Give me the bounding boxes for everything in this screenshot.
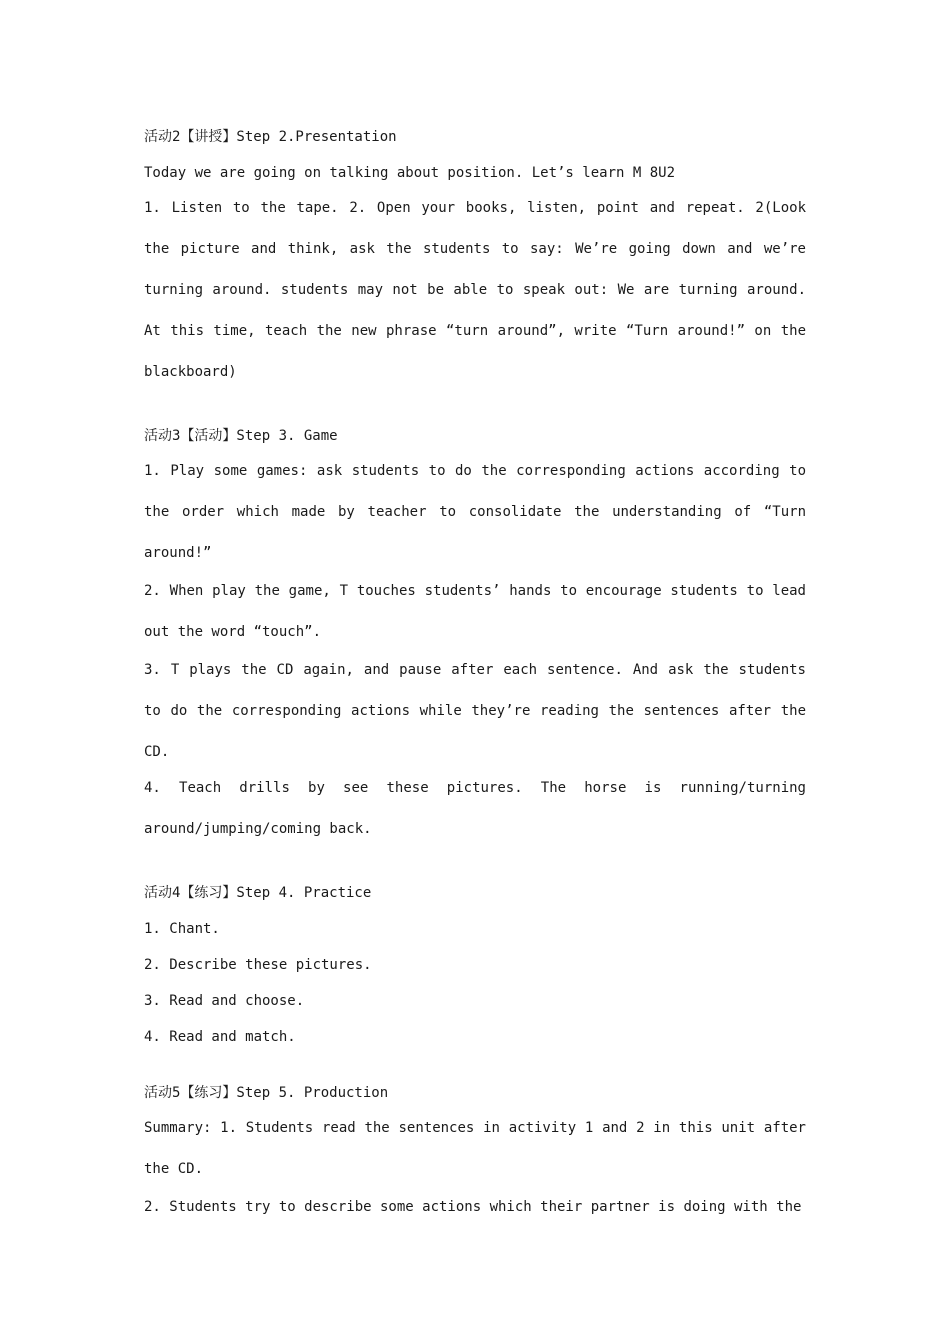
paragraph: 2. When play the game, T touches students’ hands to encourage students to lead out the word “touch”. [144, 583, 806, 640]
paragraph: 1. Play some games: ask students to do the corresponding actions according to the order which made by teacher to consolidate the understanding of “Turn around!” [144, 463, 806, 561]
activity-5-heading: 活动5【练习】Step 5. Production [144, 1085, 389, 1101]
activity-5-section [144, 1080, 806, 1228]
paragraph: 4. Teach drills by see these pictures. The horse is running/turning around/jumping/coming back. [144, 780, 806, 837]
paragraph: Today we are going on talking about position. Let’s learn M 8U2 [144, 165, 676, 181]
paragraph: 3. T plays the CD again, and pause after each sentence. And ask the students to do the corresponding actions while they’re reading the sentences after the CD. [144, 662, 806, 760]
list-item: 1. Chant. [144, 921, 220, 937]
activity-4-heading: 活动4【练习】Step 4. Practice [144, 885, 372, 901]
activity-3-section [144, 423, 806, 850]
list-item: 4. Read and match. [144, 1029, 296, 1045]
document-body [144, 124, 806, 1258]
list-item: 3. Read and choose. [144, 993, 305, 1009]
paragraph: Summary: 1. Students read the sentences in activity 1 and 2 in this unit after the CD. [144, 1120, 806, 1177]
activity-4-section [144, 880, 806, 1050]
paragraph: 2. Students try to describe some actions which their partner is doing with the [144, 1199, 802, 1215]
activity-2-heading: 活动2【讲授】Step 2.Presentation [144, 129, 397, 145]
activity-2-section [144, 124, 806, 393]
list-item: 2. Describe these pictures. [144, 957, 372, 973]
activity-3-heading: 活动3【活动】Step 3. Game [144, 428, 338, 444]
paragraph: 1. Listen to the tape. 2. Open your books, listen, point and repeat. 2(Look the picture and think, ask the students to say: We’re going down and we’re turning around. students may not be able to speak out: We are turning around. At this time, teach the new phrase “turn around”, write “Turn around!” on the blackboard) [144, 200, 806, 380]
